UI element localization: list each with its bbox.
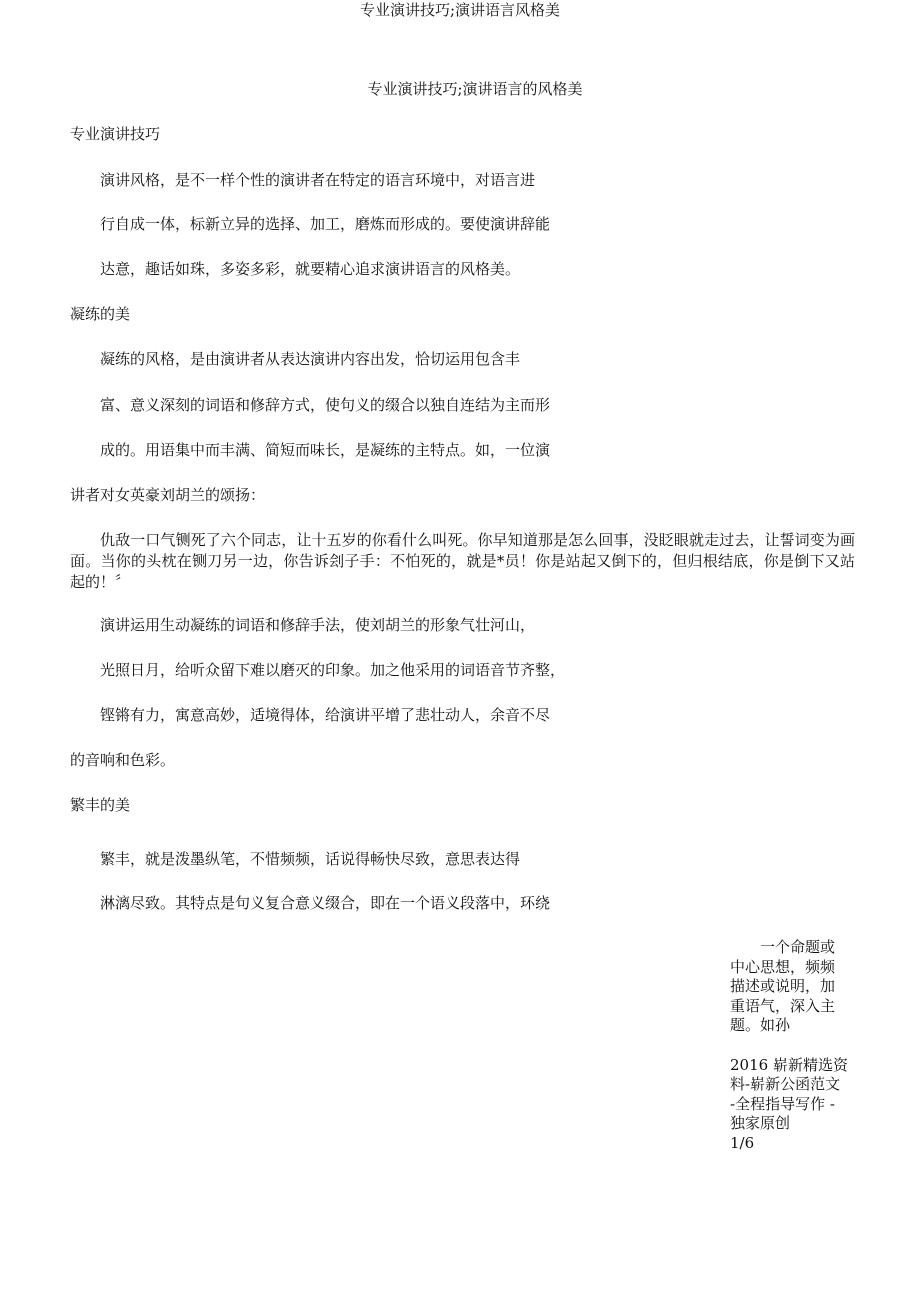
text-line: 专业演讲技巧 [70,125,161,143]
sidebar-line: 描述或说明，加 [730,977,836,996]
text-line: 铿锵有力，寓意高妙，适境得体，给演讲平增了悲壮动人，余音不尽 [100,706,551,724]
footer-line: 料-崭新公函范文 [730,1075,841,1094]
side-column [730,938,855,1154]
text-line: 凝练的美 [70,305,131,323]
text-line: 凝练的风格，是由演讲者从表达演讲内容出发，恰切运用包含丰 [100,350,521,368]
text-line: 演讲风格，是不一样个性的演讲者在特定的语言环境中，对语言进 [100,171,536,189]
sidebar-line: 中心思想，频频 [730,957,836,976]
sidebar-line: 一个命题或 [730,938,836,956]
text-line: 富、意义深刻的词语和修辞方式，使句义的缀合以独自连结为主而形 [100,396,551,414]
text-line: 演讲运用生动凝练的词语和修辞手法，使刘胡兰的形象气壮河山， [100,616,536,634]
footer-line: 2016 崭新精选资 [730,1055,848,1074]
text-line: 淋漓尽致。其特点是句义复合意义缀合，即在一个语义段落中，环绕 [100,894,551,912]
document-title: 专业演讲技巧;演讲语言的风格美 [367,80,583,98]
sidebar-line: 题。如孙 [730,1016,791,1035]
text-line: 讲者对女英豪刘胡兰的颂扬： [70,486,266,504]
text-line: 繁丰的美 [70,796,131,814]
text-line: 行自成一体，标新立异的选择、加工，磨炼而形成的。要使演讲辞能 [100,215,551,233]
sidebar-line: 重语气，深入主 [730,996,836,1015]
text-line: 光照日月，给听众留下难以磨灭的印象。加之他采用的词语音节齐整， [100,661,566,679]
page-number: 1/6 [730,1133,755,1152]
quote-paragraph: 仇敌一口气铡死了六个同志，让十五岁的你看什么叫死。你早知道那是怎么回事，没眨眼就走过去，让誓词变为画面。当你的头枕在铡刀另一边，你告诉刽子手：不怕死的，就是*员！你是站起又倒下的，但归根结底，你是倒下又站起的！〞 [70,531,855,591]
footer-line: -全程指导写作 - [730,1094,835,1113]
page-header: 专业演讲技巧;演讲语言风格美 [359,1,561,19]
text-line: 达意，趣话如珠，多姿多彩，就要精心追求演讲语言的风格美。 [100,260,521,278]
footer-line: 独家原创 [730,1114,791,1133]
text-line: 成的。用语集中而丰满、简短而味长，是凝练的主特点。如，一位演 [100,441,551,459]
text-line: 繁丰，就是泼墨纵笔，不惜频频，话说得畅快尽致，意思表达得 [100,850,521,868]
text-line: 的音响和色彩。 [70,751,176,769]
